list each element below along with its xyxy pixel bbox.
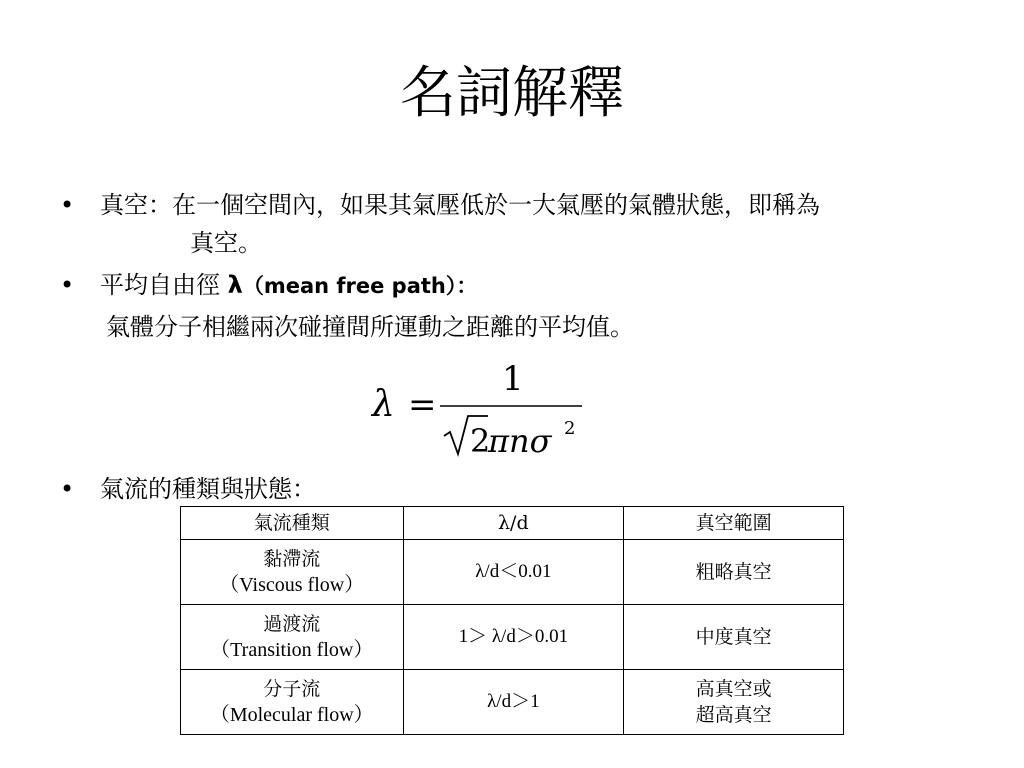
bullet-marker: • [60,271,75,299]
lambda-symbol: λ [227,271,243,299]
mfp-label: 平均自由徑 [100,271,220,299]
bullet-marker: • [60,191,75,219]
range-cell [624,670,844,735]
flow-name: 過渡流 [263,613,321,635]
flow-name-english: （Molecular flow） [209,704,374,726]
bullet-flow-types-text: 氣流的種類與狀態： [100,475,316,503]
ratio-cell: 1＞ λ/d＞0.01 [403,605,624,670]
table-row [181,605,844,670]
bullet-vacuum-line1: 真空：在一個空間內，如果其氣壓低於一大氣壓的氣體狀態，即稱為 [100,191,820,219]
flow-name-english: （Transition flow） [210,639,374,661]
table-header-row [181,507,844,540]
table-row [181,670,844,735]
range-line1: 高真空或 [695,678,772,700]
formula-lambda: λ [372,384,395,425]
flow-name-english: （Viscous flow） [219,574,365,596]
formula-equals: = [408,385,437,425]
flow-name-cell [181,540,404,605]
bullet-mfp-line1 [100,268,477,303]
bullet-mfp-line2: 氣體分子相繼兩次碰撞間所運動之距離的平均值。 [106,313,634,341]
bullet-vacuum-line2: 真空。 [190,229,262,257]
bullet-marker: • [60,475,75,503]
mfp-english: （mean free path）： [242,274,478,298]
bullet-vacuum [60,188,980,268]
flow-name: 黏滯流 [263,548,321,570]
ratio-cell: λ/d＜0.01 [403,540,624,605]
formula-radicand: 2 [470,422,491,460]
ratio-cell: λ/d＞1 [403,670,624,735]
table-row [181,540,844,605]
flow-name: 分子流 [263,678,321,700]
range-cell [624,540,844,605]
flow-type-table [180,506,844,735]
bullet-flow-types [60,472,980,508]
header-flow-type: 氣流種類 [181,507,404,540]
mean-free-path-formula [360,356,600,466]
formula-denominator: πnσ [488,422,552,460]
formula-numerator: 1 [502,359,524,399]
formula-exponent: 2 [564,418,576,439]
range-line2: 超高真空 [695,704,772,726]
flow-name-cell [181,605,404,670]
bullet-mean-free-path [60,268,980,348]
header-ratio: λ/d [403,507,624,540]
range-cell [624,605,844,670]
flow-name-cell [181,670,404,735]
slide-title: 名詞解釋 [400,61,624,126]
range-line1: 粗略真空 [695,561,772,583]
range-line1: 中度真空 [695,626,772,648]
header-vacuum-range: 真空範圍 [624,507,844,540]
